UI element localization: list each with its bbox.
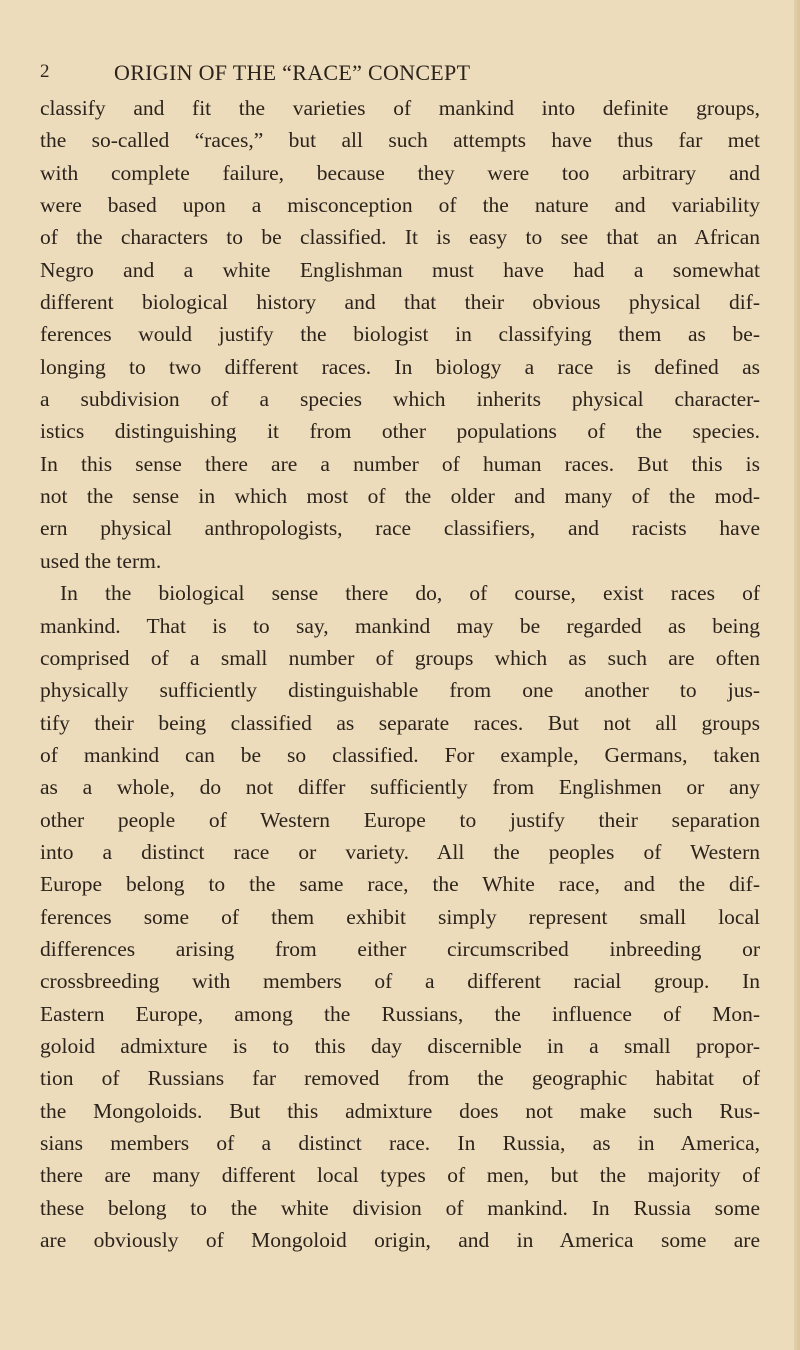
text-line: are obviously of Mongoloid origin, and in America some are [40,1228,760,1253]
text-line: of mankind can be so classified. For example, Germans, taken [40,742,760,767]
text-line: ferences would justify the biologist in classifying them as be- [40,322,760,347]
text-line: goloid admixture is to this day discernible in a small propor- [40,1033,760,1058]
text-line: comprised of a small number of groups which as such are often [40,645,760,670]
page-number: 2 [40,61,50,82]
page-edge [794,0,800,1350]
text-line: classify and fit the varieties of mankind into definite groups, [40,96,760,120]
text-line: were based upon a misconception of the nature and variability [40,193,760,218]
text-line: crossbreeding with members of a different racial group. In [40,969,760,994]
text-line: not the sense in which most of the older and many of the mod- [40,484,760,509]
text-line: physically sufficiently distinguishable from one another to jus- [40,678,760,703]
text-line: a subdivision of a species which inherits physical character- [40,387,760,412]
text-line: Eastern Europe, among the Russians, the influence of Mon- [40,1001,760,1026]
running-title: ORIGIN OF THE “RACE” CONCEPT [114,60,471,85]
text-line: In this sense there are a number of human races. But this is [40,451,760,476]
text-line: ern physical anthropologists, race classifiers, and racists have [40,516,760,541]
text-line: sians members of a distinct race. In Russia, as in America, [40,1131,760,1155]
text-line: tify their being classified as separate races. But not all groups [40,710,760,735]
text-line: Europe belong to the same race, the White race, and the dif- [40,872,760,897]
text-line: the so-called “races,” but all such attempts have thus far met [40,128,760,153]
text-line: into a distinct race or variety. All the peoples of Western [40,839,760,864]
text-line: tion of Russians far removed from the geographic habitat of [40,1066,760,1091]
text-line: longing to two different races. In biology a race is defined as [40,354,760,379]
text-line: differences arising from either circumscribed inbreeding or [40,936,760,961]
text-line: istics distinguishing it from other populations of the species. [40,419,760,444]
text-line: Negro and a white Englishman must have had a somewhat [40,257,760,282]
text-line: In the biological sense there do, of course, exist races of [60,581,760,606]
body-text [40,92,760,1256]
text-line: these belong to the white division of mankind. In Russia some [40,1195,760,1220]
text-line: different biological history and that their obvious physical dif- [40,290,760,315]
text-line: used the term. [40,548,162,573]
text-line: as a whole, do not differ sufficiently from Englishmen or any [40,775,760,800]
text-line: ferences some of them exhibit simply represent small local [40,904,760,929]
text-line: there are many different local types of men, but the majority of [40,1163,760,1188]
text-line: the Mongoloids. But this admixture does not make such Rus- [40,1098,760,1123]
text-line: other people of Western Europe to justify their separation [40,807,760,832]
text-line: with complete failure, because they were too arbitrary and [40,160,760,185]
text-line: mankind. That is to say, mankind may be regarded as being [40,613,760,638]
text-line: of the characters to be classified. It is easy to see that an African [40,225,760,250]
